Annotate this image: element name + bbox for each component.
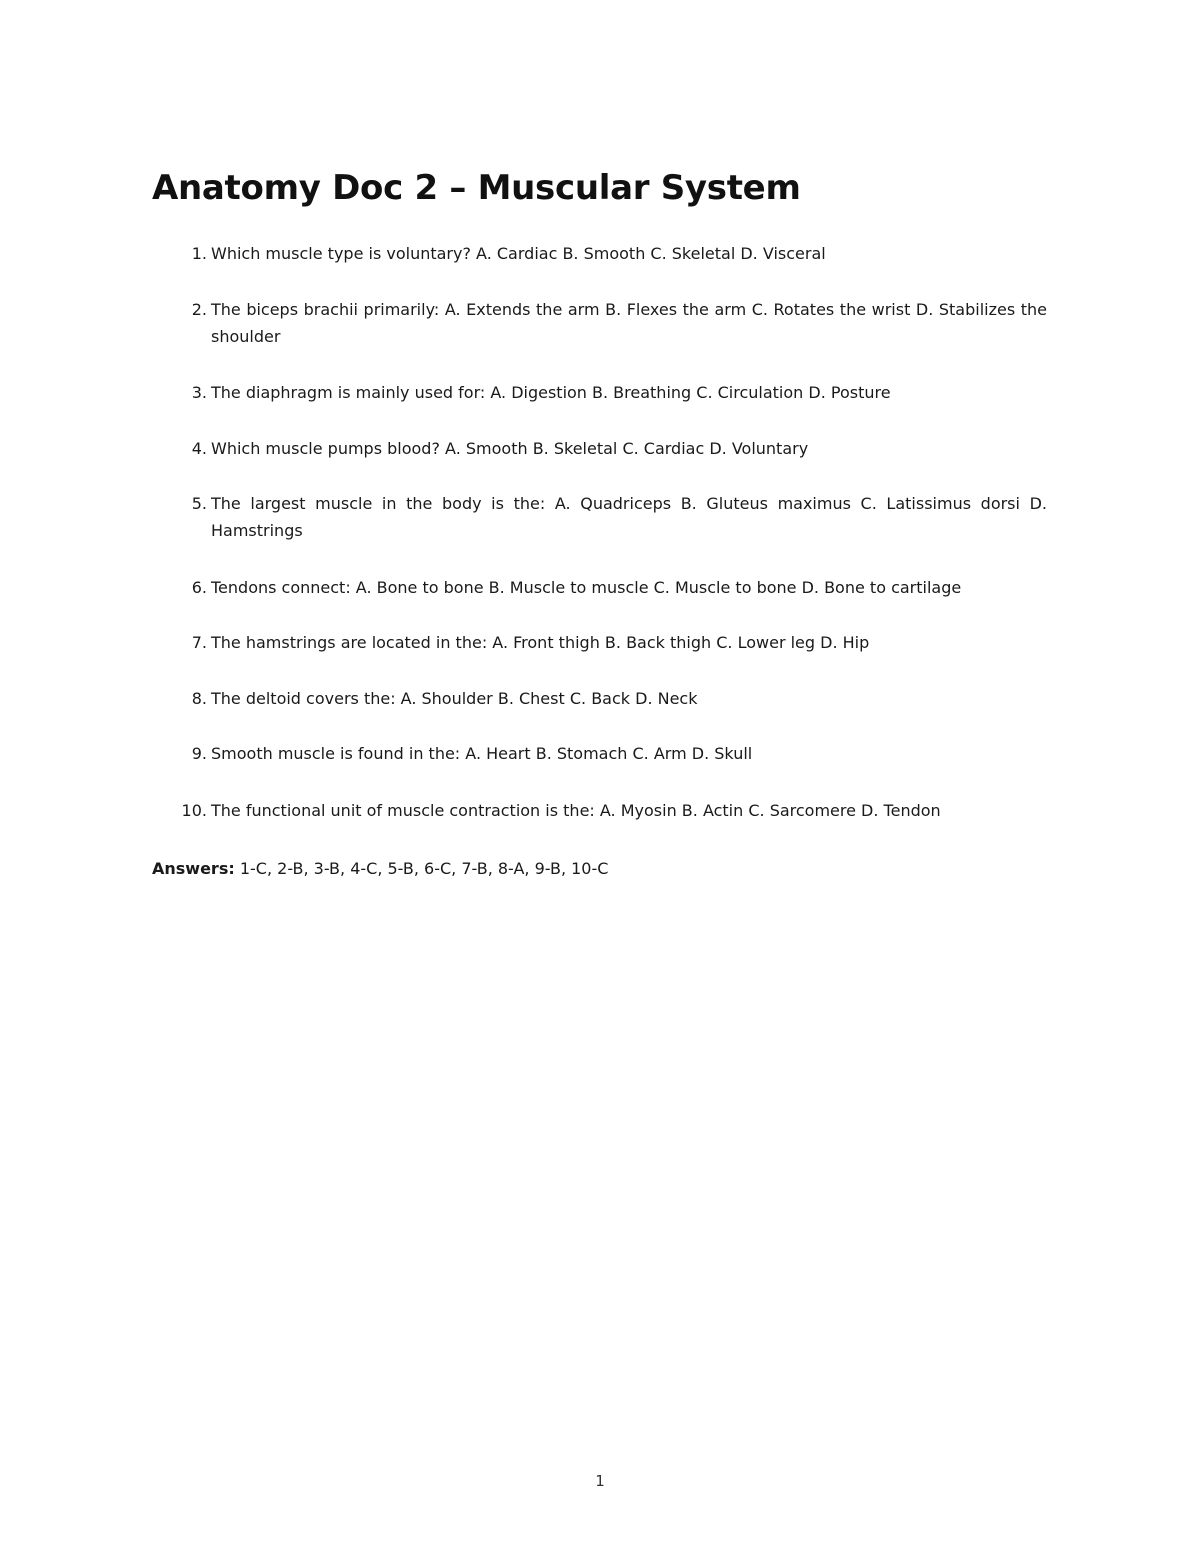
answer-key-value: 1-C, 2-B, 3-B, 4-C, 5-B, 6-C, 7-B, 8-A, 9-B, 10-C	[239, 859, 609, 878]
question-text: The deltoid covers the: A. Shoulder B. Chest C. Back D. Neck	[211, 689, 698, 708]
question-text: The functional unit of muscle contraction is the: A. Myosin B. Actin C. Sarcomere D. Tendon	[211, 801, 941, 820]
question-number: 8.	[191, 689, 207, 708]
question-number: 10.	[181, 801, 207, 820]
question-text: The diaphragm is mainly used for: A. Digestion B. Breathing C. Circulation D. Posture	[211, 383, 891, 402]
question-number: 5.	[191, 494, 207, 513]
question-number: 4.	[191, 439, 207, 458]
question-text: The hamstrings are located in the: A. Front thigh B. Back thigh C. Lower leg D. Hip	[211, 633, 870, 652]
question-text: The largest muscle in the body is the: A. Quadriceps B. Gluteus maximus C. Latissimus dorsi D. Hamstrings	[211, 494, 1047, 540]
question-text: Which muscle pumps blood? A. Smooth B. Skeletal C. Cardiac D. Voluntary	[211, 439, 809, 458]
question-text: The biceps brachii primarily: A. Extends the arm B. Flexes the arm C. Rotates the wrist D. Stabilizes the shoulder	[211, 300, 1047, 346]
question-number: 2.	[191, 300, 207, 319]
question-text: Which muscle type is voluntary? A. Cardiac B. Smooth C. Skeletal D. Visceral	[211, 244, 826, 263]
document-title: Anatomy Doc 2 – Muscular System	[152, 168, 801, 208]
question-number: 3.	[191, 383, 207, 402]
question-number: 7.	[191, 633, 207, 652]
question-text: Tendons connect: A. Bone to bone B. Muscle to muscle C. Muscle to bone D. Bone to cartilage	[211, 578, 962, 597]
page-number: 1	[595, 1472, 605, 1490]
answer-key-label: Answers:	[152, 859, 235, 878]
question-number: 6.	[191, 578, 207, 597]
answer-key	[152, 855, 608, 882]
question-number: 1.	[191, 244, 207, 263]
question-text: Smooth muscle is found in the: A. Heart B. Stomach C. Arm D. Skull	[211, 744, 753, 763]
question-number: 9.	[191, 744, 207, 763]
